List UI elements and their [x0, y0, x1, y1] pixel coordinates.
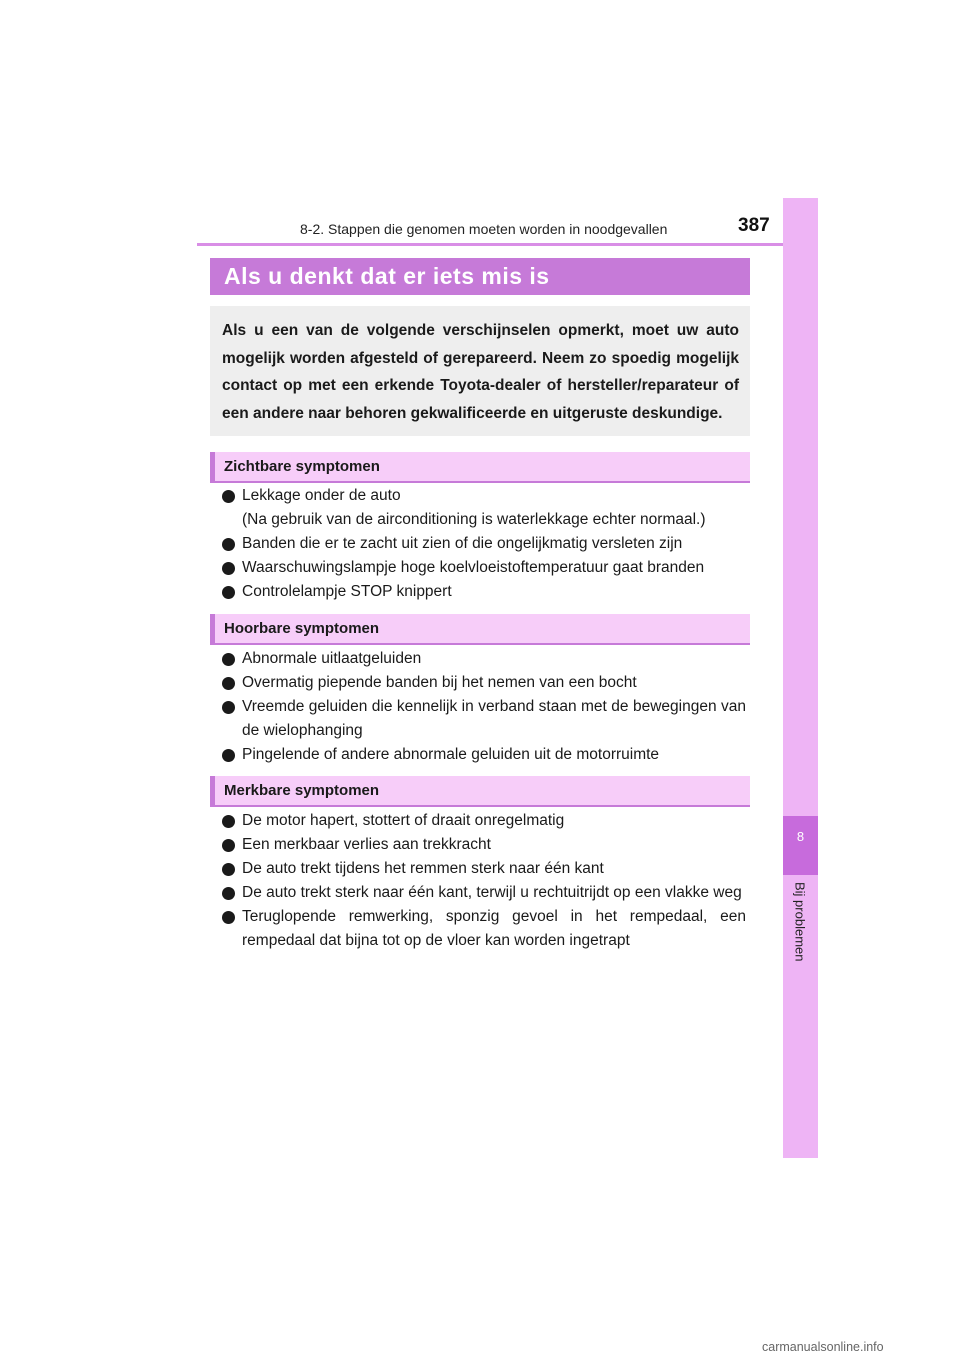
list-item: De auto trekt tijdens het remmen sterk naar één kant — [222, 857, 746, 881]
bullet-icon — [222, 701, 235, 714]
list-item: Een merkbaar verlies aan trekkracht — [222, 833, 746, 857]
bullet-icon — [222, 839, 235, 852]
list-item: Banden die er te zacht uit zien of die ongelijkmatig versleten zijn — [222, 532, 746, 556]
subheader-label: Merkbare symptomen — [224, 782, 380, 799]
list-item: Abnormale uitlaatgeluiden — [222, 647, 746, 671]
list-item: Teruglopende remwerking, sponzig gevoel in het rempedaal, een rempedaal dat bijna tot op de vloer kan worden ingetrapt — [222, 905, 746, 952]
subheader-label: Hoorbare symptomen — [224, 620, 380, 637]
intro-text: Als u een van de volgende verschijnselen opmerkt, moet uw auto mogelijk worden afgesteld of gerepareerd. Neem zo spoedig mogelijk contact op met een erkende Toyota-dealer of hersteller/reparateur of een andere naar behoren gekwalificeerde en uitgeruste deskundige. — [222, 322, 739, 422]
noticeable-symptoms-list — [222, 809, 746, 953]
chapter-label-wrap — [785, 882, 815, 982]
bullet-icon — [222, 490, 235, 503]
visible-symptoms-list — [222, 484, 746, 604]
bullet-icon — [222, 586, 235, 599]
chapter-label: Bij problemen — [792, 882, 808, 962]
chapter-number: 8 — [796, 829, 805, 844]
bullet-icon — [222, 887, 235, 900]
chapter-side-tab — [783, 198, 818, 1158]
bullet-icon — [222, 677, 235, 690]
section-title: Als u denkt dat er iets mis is — [224, 263, 550, 289]
bullet-icon — [222, 815, 235, 828]
subheader-label: Zichtbare symptomen — [224, 458, 380, 475]
chapter-tab-active[interactable] — [783, 816, 818, 875]
list-item: Lekkage onder de auto (Na gebruik van de airconditioning is waterlekkage echter normaal.) — [222, 484, 746, 531]
bullet-icon — [222, 538, 235, 551]
audible-symptoms-list — [222, 647, 746, 767]
subheader-noticeable-symptoms — [210, 776, 750, 807]
list-item: Controlelampje STOP knippert — [222, 580, 746, 604]
list-item: De motor hapert, stottert of draait onregelmatig — [222, 809, 746, 833]
list-item: Pingelende of andere abnormale geluiden uit de motorruimte — [222, 743, 746, 767]
header-rule — [197, 243, 818, 246]
list-item: De auto trekt sterk naar één kant, terwijl u rechtuitrijdt op een vlakke weg — [222, 881, 746, 905]
bullet-icon — [222, 653, 235, 666]
bullet-icon — [222, 562, 235, 575]
bullet-icon — [222, 911, 235, 924]
subheader-visible-symptoms — [210, 452, 750, 483]
subheader-audible-symptoms — [210, 614, 750, 645]
list-item: Overmatig piepende banden bij het nemen van een bocht — [222, 671, 746, 695]
bullet-icon — [222, 749, 235, 762]
intro-box — [210, 306, 750, 436]
section-title-bar — [210, 258, 750, 295]
list-item: Waarschuwingslampje hoge koelvloeistoftemperatuur gaat branden — [222, 556, 746, 580]
page-number: 387 — [738, 215, 770, 236]
list-item: Vreemde geluiden die kennelijk in verband staan met de bewegingen van de wielophanging — [222, 695, 746, 742]
bullet-icon — [222, 863, 235, 876]
running-header: 8-2. Stappen die genomen moeten worden in noodgevallen — [300, 221, 668, 237]
watermark: carmanualsonline.info — [762, 1340, 884, 1354]
